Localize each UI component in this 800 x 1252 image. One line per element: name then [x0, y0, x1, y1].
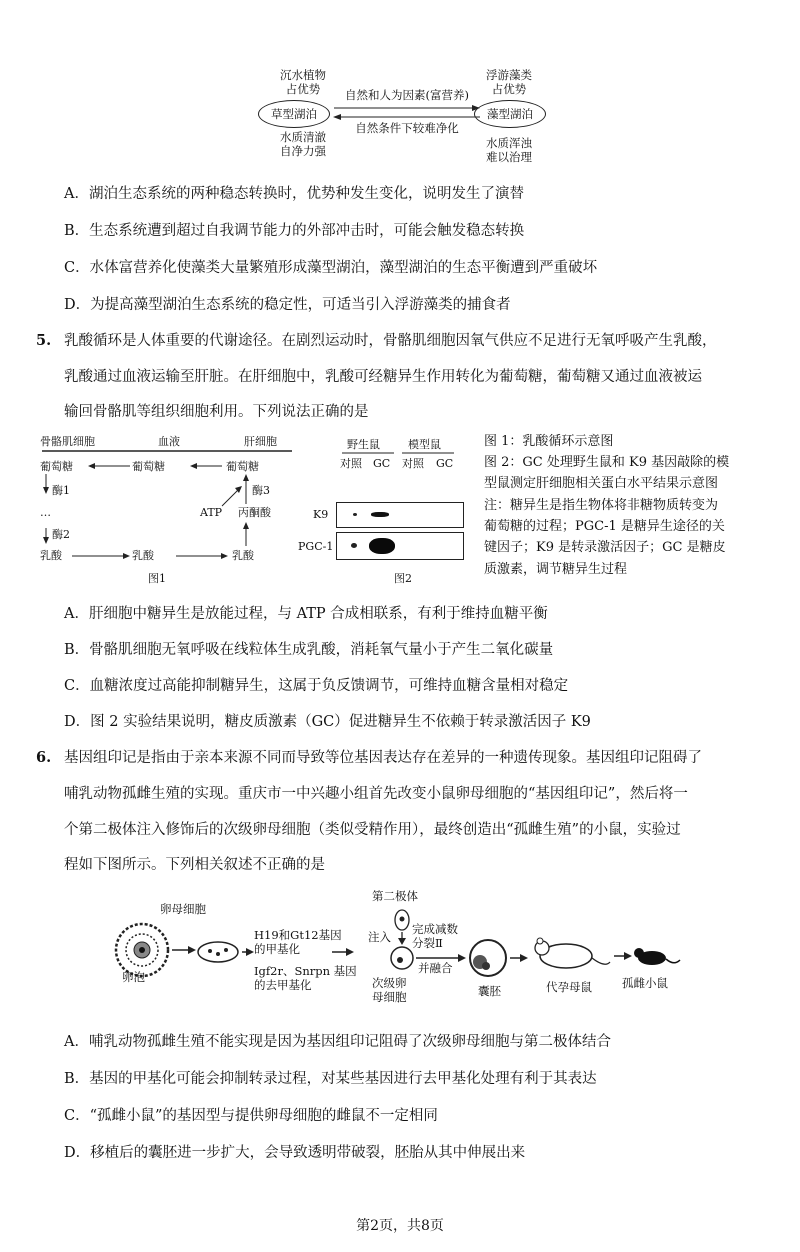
lake-right-node: 藻型湖泊	[474, 100, 546, 128]
fig2-control-1: 对照	[340, 457, 362, 470]
fig1-enzyme-3: 酶3	[252, 484, 270, 497]
q5-note-line-5: 葡萄糖的过程；PGC-1 是糖异生途径的关	[484, 519, 725, 534]
fig2-group-lines	[338, 451, 458, 455]
q6-option-c: C．“孤雌小鼠”的基因型与提供卵母细胞的雌鼠不一定相同	[64, 1108, 438, 1124]
q5-stem-line-1: 乳酸循环是人体重要的代谢途径。在剧烈运动时，骨骼肌细胞因氧气供应不足进行无氧呼吸产生乳酸，	[64, 333, 717, 349]
fig1-lactate-blood: 乳酸	[132, 549, 154, 562]
q5-option-d: D．图 2 实验结果说明，糖皮质激素（GC）促进糖异生不依赖于转录激活因子 K9	[64, 714, 591, 730]
q5-stem-line-3: 输回骨骼肌等组织细胞利用。下列说法正确的是	[64, 404, 369, 420]
lake-arrow-top-label: 自然和人为因素(富营养)	[345, 88, 469, 102]
q6-stem-line-2: 哺乳动物孤雌生殖的实现。重庆市一中兴趣小组首先改变小鼠卵母细胞的“基因组印记”，然后将一	[64, 786, 688, 802]
fig1-glucose-liver: 葡萄糖	[226, 460, 259, 473]
q5-stem-line-2: 乳酸通过血液运输至肝脏。在肝细胞中，乳酸可经糖异生作用转化为葡萄糖，葡萄糖又通过血液被运	[64, 369, 702, 385]
q5-option-a: A．肝细胞中糖异生是放能过程，与 ATP 合成相联系，有利于维持血糖平衡	[64, 606, 548, 622]
fig1-lactate-muscle: 乳酸	[40, 549, 62, 562]
fig1-enzyme-1: 酶1	[52, 484, 70, 497]
q6-number: 6.	[36, 749, 52, 766]
q6-stem-line-1: 基因组印记是指由于亲本来源不同而导致等位基因表达存在差异的一种遗传现象。基因组印记阻碍了	[64, 750, 702, 766]
fig1-pyruvate: 丙酮酸	[238, 506, 271, 519]
fig1-col-liver: 肝细胞	[244, 435, 277, 448]
fig2-blot-pgc1	[336, 532, 464, 560]
q5-option-b: B．骨骼肌细胞无氧呼吸在线粒体生成乳酸，消耗氧气量小于产生二氧化碳量	[64, 642, 554, 658]
fig2-gc-2: GC	[436, 457, 454, 470]
q5-note-line-1: 图 1：乳酸循环示意图	[484, 434, 614, 449]
q5-note-line-3: 型鼠测定肝细胞相关蛋白水平结果示意图	[484, 476, 719, 491]
lake-arrow-bottom-label: 自然条件下较难净化	[355, 121, 459, 135]
q4-option-d: D．为提高藻型湖泊生态系统的稳定性，可适当引入浮游藻类的捕食者	[64, 297, 511, 313]
q6-surrogate-label: 代孕母鼠	[546, 980, 592, 994]
q5-option-c: C．血糖浓度过高能抑制糖异生，这属于负反馈调节，可维持血糖含量相对稳定	[64, 678, 569, 694]
fig1-glucose-muscle: 葡萄糖	[40, 460, 73, 473]
q5-note-line-7: 质激素，调节糖异生过程	[484, 562, 628, 577]
lake-left-top: 沉水植物 占优势	[280, 68, 326, 96]
q4-option-a: A．湖泊生态系统的两种稳态转换时，优势种发生变化，说明发生了演替	[64, 186, 524, 202]
fig1-glucose-blood: 葡萄糖	[132, 460, 165, 473]
q6-blastocyst-label: 囊胚	[478, 984, 501, 998]
fig2-row-k9: K9	[313, 508, 329, 521]
fig2-band-pgc1-gc	[369, 538, 395, 554]
fig2-control-2: 对照	[402, 457, 424, 470]
q6-fuse-label: 并融合	[418, 961, 453, 975]
fig1-col-muscle: 骨骼肌细胞	[40, 435, 95, 448]
fig2-band-k9-gc	[371, 512, 389, 517]
q6-secondary-oocyte-label: 次级卵 母细胞	[372, 976, 407, 1004]
fig2-model-label: 模型鼠	[408, 438, 441, 451]
fig2-caption: 图2	[394, 572, 412, 585]
q6-meiosis-label: 完成减数 分裂Ⅱ	[412, 922, 458, 950]
lake-arrows	[330, 103, 484, 123]
q6-demethylation-label: Igf2r、Snrpn 基因 的去甲基化	[254, 964, 357, 992]
fig2-wild-label: 野生鼠	[347, 438, 380, 451]
q6-option-b: B．基因的甲基化可能会抑制转录过程，对某些基因进行去甲基化处理有利于其表达	[64, 1071, 597, 1087]
q4-option-c: C．水体富营养化使藻类大量繁殖形成藻型湖泊，藻型湖泊的生态平衡遭到严重破坏	[64, 260, 598, 276]
q6-option-d: D．移植后的囊胚进一步扩大，会导致透明带破裂，胚胎从其中伸展出来	[64, 1145, 526, 1161]
fig1-atp: ATP	[200, 506, 223, 519]
lake-left-node: 草型湖泊	[258, 100, 330, 128]
fig1-dots: …	[40, 506, 51, 519]
fig1-enzyme-2: 酶2	[52, 528, 70, 541]
q6-polar-body-label: 第二极体	[372, 889, 418, 903]
fig2-band-pgc1-control	[351, 543, 357, 548]
fig1-col-blood: 血液	[158, 435, 180, 448]
q6-stem-line-3: 个第二极体注入修饰后的次级卵母细胞（类似受精作用），最终创造出“孤雌生殖”的小鼠，实验过	[64, 822, 681, 838]
fig1-caption: 图1	[148, 572, 166, 585]
page-footer: 第2页，共8页	[356, 1218, 444, 1234]
q4-option-b: B．生态系统遭到超过自我调节能力的外部冲击时，可能会触发稳态转换	[64, 223, 525, 239]
q5-note-line-4: 注：糖异生是指生物体将非糖物质转变为	[484, 498, 719, 513]
fig2-gc-1: GC	[373, 457, 391, 470]
q6-follicle-label: 卵泡	[122, 970, 145, 984]
q5-number: 5.	[36, 332, 52, 349]
q6-methylation-label: H19和Gt12基因 的甲基化	[254, 928, 342, 956]
q6-option-a: A．哺乳动物孤雌生殖不能实现是因为基因组印记阻碍了次级卵母细胞与第二极体结合	[64, 1034, 611, 1050]
q5-note-line-2: 图 2：GC 处理野生鼠和 K9 基因敲除的模	[484, 455, 730, 470]
q6-oocyte-label: 卵母细胞	[160, 902, 206, 916]
lake-right-top: 浮游藻类 占优势	[486, 68, 532, 96]
fig1-lactate-liver: 乳酸	[232, 549, 254, 562]
fig2-blot-k9	[336, 502, 464, 528]
q5-note-line-6: 键因子；K9 是转录激活因子；GC 是糖皮	[484, 540, 726, 555]
q6-parthenote-label: 孤雌小鼠	[622, 976, 668, 990]
lake-left-bottom: 水质清澈 自净力强	[280, 130, 326, 158]
q6-inject-label: 注入	[368, 930, 391, 944]
lake-right-bottom: 水质浑浊 难以治理	[486, 136, 532, 164]
q6-stem-line-4: 程如下图所示。下列相关叙述不正确的是	[64, 857, 325, 873]
fig2-row-pgc1: PGC-1	[298, 540, 334, 553]
fig2-band-k9-control	[353, 513, 357, 516]
